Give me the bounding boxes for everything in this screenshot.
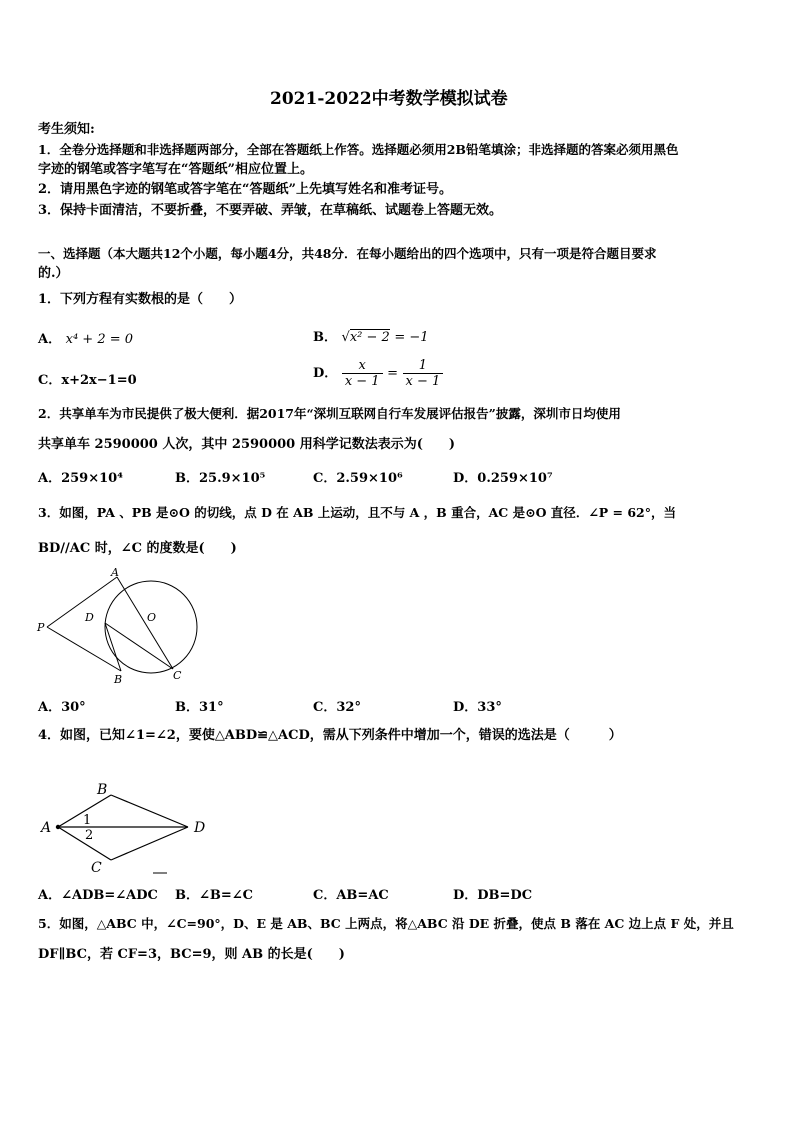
q3-line-2: BD//AC 时，∠C 的度数是( ) <box>38 541 237 556</box>
segment-bd <box>111 795 188 827</box>
notice-line-1a: 1．全卷分选择题和非选择题两部分，全部在答题纸上作答。选择题必须用2B铅笔填涂；非选择题的答案必须用黑色 <box>38 142 679 157</box>
label-c: C <box>173 669 182 682</box>
label-d: D <box>194 820 206 836</box>
q1-fraction-1 <box>342 358 383 389</box>
label-d: D <box>85 611 94 624</box>
q1-option-a <box>38 328 133 347</box>
q4-option-d: D．DB=DC <box>453 888 533 903</box>
q1-option-b-rest: = −1 <box>394 330 429 345</box>
q2-option-d: D．0.259×10⁷ <box>453 471 553 486</box>
q2-option-c: C．2.59×10⁶ <box>313 471 403 486</box>
fraction-denominator: x − 1 <box>344 374 380 389</box>
notice-line-1b: 字迹的钢笔或答字笔写在“答题纸”相应位置上。 <box>38 162 313 177</box>
q1-option-b-label: B． <box>313 330 337 345</box>
notice-line-2: 2．请用黑色字迹的钢笔或答字笔在“答题纸”上先填写姓名和准考证号。 <box>38 182 453 197</box>
equals-sign: = <box>387 366 399 381</box>
q5-line-2: DF∥BC，若 CF=3，BC=9，则 AB 的长是( ) <box>38 947 345 962</box>
q5-line-1: 5．如图，△ABC 中，∠C=90°，D、E 是 AB、BC 上两点，将△ABC 沿 DE 折叠，使点 B 落在 AC 边上点 F 处，并且 <box>38 916 734 931</box>
q2-line-2: 共享单车 2590000 人次，其中 2590000 用科学记数法表示为( ) <box>38 437 456 452</box>
angle-1-label: 1 <box>83 813 92 828</box>
q1-option-c: C．x+2x−1=0 <box>38 373 137 388</box>
q4-stem: 4．如图，已知∠1=∠2，要使△ABD≌△ACD，需从下列条件中增加一个，错误的选法是（ ） <box>38 728 622 743</box>
q3-line-1: 3．如图，PA 、PB 是⊙O 的切线，点 D 在 AB 上运动，且不与 A ，B 重合，AC 是⊙O 直径．∠P = 62°，当 <box>38 505 677 520</box>
section-heading-1: 一、选择题（本大题共12个小题，每小题4分，共48分．在每小题给出的四个选项中，只有一项是符合题目要求 <box>38 246 657 261</box>
q4-kite-figure <box>35 778 215 878</box>
page-title: 2021-2022中考数学模拟试卷 <box>270 89 508 109</box>
q1-fraction-2 <box>403 358 444 389</box>
q4-option-a: A．∠ADB=∠ADC <box>38 888 158 903</box>
label-o: O <box>147 611 157 624</box>
segment-db <box>105 623 121 671</box>
circle-o <box>105 581 197 673</box>
radical-sign: √ <box>341 330 350 345</box>
q1-option-a-expr: x⁴ + 2 = 0 <box>65 332 134 347</box>
q3-option-c: C．32° <box>313 700 361 715</box>
fraction-denominator: x − 1 <box>405 374 441 389</box>
q3-circle-figure <box>35 565 205 690</box>
label-p: P <box>37 621 45 634</box>
q2-option-a: A．259×10⁴ <box>38 471 123 486</box>
segment-cd <box>111 827 188 860</box>
tangent-pb <box>47 627 121 671</box>
q3-option-d: D．33° <box>453 700 502 715</box>
label-a: A <box>41 820 52 836</box>
segment-dc <box>105 623 173 669</box>
label-b: B <box>114 673 123 686</box>
section-heading-2: 的.） <box>38 266 69 281</box>
q1-option-b-radicand: x² − 2 <box>349 330 390 345</box>
label-b: B <box>97 782 108 798</box>
q4-option-c: C．AB=AC <box>313 888 389 903</box>
fraction-numerator: x <box>342 358 383 374</box>
notice-heading: 考生须知: <box>38 122 95 137</box>
fraction-numerator: 1 <box>403 358 444 374</box>
notice-line-3: 3．保持卡面清洁，不要折叠，不要弄破、弄皱，在草稿纸、试题卷上答题无效。 <box>38 203 503 218</box>
q2-option-b: B．25.9×10⁵ <box>175 471 266 486</box>
label-a: A <box>111 566 119 579</box>
q3-option-a: A．30° <box>38 700 86 715</box>
q1-option-d-label: D． <box>313 366 338 381</box>
diameter-ac <box>117 577 173 669</box>
q4-option-b: B．∠B=∠C <box>175 888 254 903</box>
q2-line-1: 2．共享单车为市民提供了极大便利．据2017年“深圳互联网自行车发展评估报告”披露，深圳市日均使用 <box>38 406 621 421</box>
tangent-pa <box>47 577 117 627</box>
q3-option-b: B．31° <box>175 700 224 715</box>
angle-2-label: 2 <box>85 828 94 843</box>
point-a <box>56 825 60 829</box>
q1-option-a-label: A． <box>38 332 62 347</box>
q1-option-d <box>313 358 443 389</box>
q1-option-b <box>313 326 429 345</box>
label-c: C <box>91 860 102 876</box>
q1-stem: 1．下列方程有实数根的是（ ） <box>38 292 243 307</box>
